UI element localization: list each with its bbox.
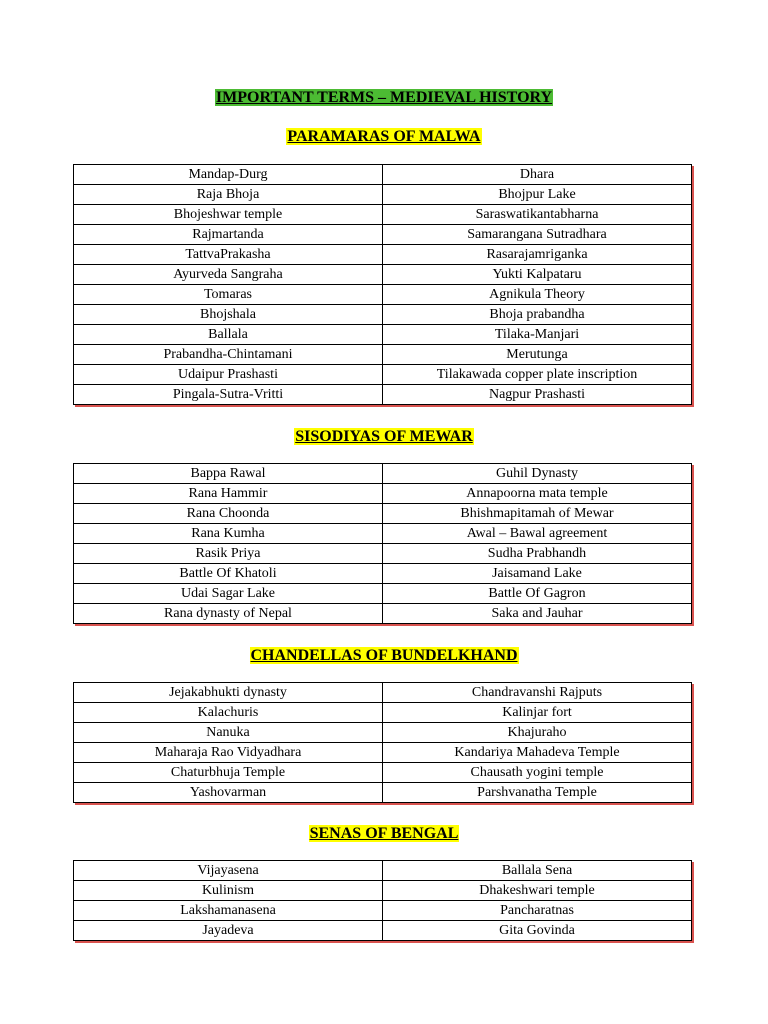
term-cell-left: TattvaPrakasha	[74, 245, 383, 265]
term-cell-right: Battle Of Gagron	[383, 584, 692, 604]
term-cell-left: Udai Sagar Lake	[74, 584, 383, 604]
term-cell-right: Bhoja prabandha	[383, 305, 692, 325]
table-row	[74, 723, 692, 743]
term-cell-left: Kalachuris	[74, 703, 383, 723]
section-title-paramaras	[0, 128, 768, 146]
term-cell-left: Maharaja Rao Vidyadhara	[74, 743, 383, 763]
term-cell-left: Nanuka	[74, 723, 383, 743]
term-cell-left: Rasik Priya	[74, 544, 383, 564]
term-cell-left: Lakshamanasena	[74, 901, 383, 921]
table-row	[74, 921, 692, 941]
table-row	[74, 385, 692, 405]
term-cell-left: Rana dynasty of Nepal	[74, 604, 383, 624]
term-cell-right: Awal – Bawal agreement	[383, 524, 692, 544]
term-cell-right: Chausath yogini temple	[383, 763, 692, 783]
term-cell-right: Dhara	[383, 165, 692, 185]
table-row	[74, 683, 692, 703]
term-cell-right: Bhojpur Lake	[383, 185, 692, 205]
page-title-text: IMPORTANT TERMS – MEDIEVAL HISTORY	[215, 89, 553, 106]
term-cell-left: Bappa Rawal	[74, 464, 383, 484]
term-cell-left: Jayadeva	[74, 921, 383, 941]
section-title-sisodiyas	[0, 428, 768, 446]
term-cell-left: Jejakabhukti dynasty	[74, 683, 383, 703]
term-cell-left: Rana Choonda	[74, 504, 383, 524]
term-cell-right: Dhakeshwari temple	[383, 881, 692, 901]
table-row	[74, 783, 692, 803]
term-cell-right: Khajuraho	[383, 723, 692, 743]
terms-table-senas	[73, 860, 692, 941]
term-cell-left: Rana Hammir	[74, 484, 383, 504]
table-row	[74, 763, 692, 783]
table-row	[74, 881, 692, 901]
table-row	[74, 205, 692, 225]
table-row	[74, 544, 692, 564]
term-cell-left: Rajmartanda	[74, 225, 383, 245]
table-row	[74, 185, 692, 205]
term-cell-left: Udaipur Prashasti	[74, 365, 383, 385]
section-title-text: SENAS OF BENGAL	[309, 825, 459, 842]
term-cell-right: Chandravanshi Rajputs	[383, 683, 692, 703]
term-cell-right: Ballala Sena	[383, 861, 692, 881]
term-cell-right: Kalinjar fort	[383, 703, 692, 723]
term-cell-left: Battle Of Khatoli	[74, 564, 383, 584]
term-cell-left: Bhojeshwar temple	[74, 205, 383, 225]
section-title-chandellas	[0, 647, 768, 665]
term-cell-right: Tilaka-Manjari	[383, 325, 692, 345]
term-cell-left: Tomaras	[74, 285, 383, 305]
term-cell-left: Raja Bhoja	[74, 185, 383, 205]
term-cell-right: Samarangana Sutradhara	[383, 225, 692, 245]
terms-table-sisodiyas	[73, 463, 692, 624]
table-row	[74, 504, 692, 524]
table-row	[74, 743, 692, 763]
table-row	[74, 245, 692, 265]
table-row	[74, 524, 692, 544]
terms-table-paramaras	[73, 164, 692, 405]
term-cell-right: Saka and Jauhar	[383, 604, 692, 624]
term-cell-left: Pingala-Sutra-Vritti	[74, 385, 383, 405]
section-title-text: PARAMARAS OF MALWA	[287, 128, 481, 145]
table-row	[74, 325, 692, 345]
table-row	[74, 365, 692, 385]
term-cell-left: Bhojshala	[74, 305, 383, 325]
table-row	[74, 305, 692, 325]
table-row	[74, 464, 692, 484]
term-cell-left: Yashovarman	[74, 783, 383, 803]
table-row	[74, 265, 692, 285]
term-cell-right: Annapoorna mata temple	[383, 484, 692, 504]
term-cell-right: Bhishmapitamah of Mewar	[383, 504, 692, 524]
term-cell-left: Prabandha-Chintamani	[74, 345, 383, 365]
terms-table-chandellas	[73, 682, 692, 803]
term-cell-right: Jaisamand Lake	[383, 564, 692, 584]
table-row	[74, 604, 692, 624]
table-row	[74, 901, 692, 921]
term-cell-left: Ayurveda Sangraha	[74, 265, 383, 285]
term-cell-right: Agnikula Theory	[383, 285, 692, 305]
table-row	[74, 165, 692, 185]
table-row	[74, 225, 692, 245]
section-title-senas	[0, 825, 768, 843]
table-row	[74, 584, 692, 604]
term-cell-right: Yukti Kalpataru	[383, 265, 692, 285]
table-row	[74, 564, 692, 584]
term-cell-right: Gita Govinda	[383, 921, 692, 941]
term-cell-right: Saraswatikantabharna	[383, 205, 692, 225]
section-title-text: CHANDELLAS OF BUNDELKHAND	[250, 647, 518, 664]
term-cell-right: Tilakawada copper plate inscription	[383, 365, 692, 385]
term-cell-right: Rasarajamriganka	[383, 245, 692, 265]
table-row	[74, 861, 692, 881]
page-title	[0, 89, 768, 107]
term-cell-right: Parshvanatha Temple	[383, 783, 692, 803]
section-title-text: SISODIYAS OF MEWAR	[295, 428, 473, 445]
term-cell-left: Chaturbhuja Temple	[74, 763, 383, 783]
table-row	[74, 285, 692, 305]
term-cell-right: Kandariya Mahadeva Temple	[383, 743, 692, 763]
term-cell-right: Guhil Dynasty	[383, 464, 692, 484]
table-row	[74, 345, 692, 365]
table-row	[74, 484, 692, 504]
term-cell-right: Nagpur Prashasti	[383, 385, 692, 405]
term-cell-right: Pancharatnas	[383, 901, 692, 921]
term-cell-right: Merutunga	[383, 345, 692, 365]
table-row	[74, 703, 692, 723]
term-cell-left: Kulinism	[74, 881, 383, 901]
term-cell-left: Vijayasena	[74, 861, 383, 881]
term-cell-left: Mandap-Durg	[74, 165, 383, 185]
term-cell-left: Ballala	[74, 325, 383, 345]
term-cell-left: Rana Kumha	[74, 524, 383, 544]
term-cell-right: Sudha Prabhandh	[383, 544, 692, 564]
